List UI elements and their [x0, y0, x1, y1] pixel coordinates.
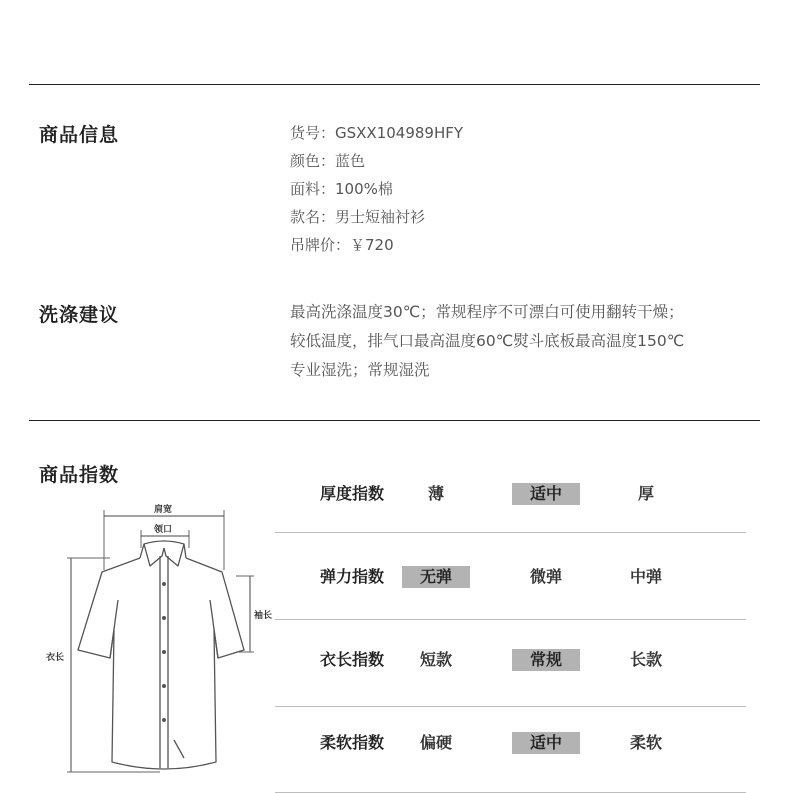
row-separator	[275, 706, 746, 707]
shirt-size-diagram	[40, 500, 280, 790]
wash-line-3: 专业湿洗；常规湿洗	[290, 361, 430, 379]
index-option: 短款	[419, 650, 452, 669]
collar-label: 领口	[154, 525, 173, 535]
index-option: 微弹	[529, 567, 562, 586]
row-separator	[275, 619, 746, 620]
index-option: 柔软	[629, 733, 662, 752]
index-option-selected: 适中	[512, 483, 580, 505]
row-separator	[275, 532, 746, 533]
top-divider	[29, 84, 760, 85]
index-option: 长款	[629, 650, 662, 669]
index-row	[275, 617, 746, 703]
wash-line-1: 最高洗涤温度30℃；常规程序不可漂白可使用翻转干燥；	[290, 303, 684, 321]
middle-divider	[29, 420, 760, 421]
sleeve-label: 袖长	[254, 611, 273, 621]
product-price: 吊牌价：￥720	[290, 236, 394, 254]
index-option-selected: 常规	[512, 649, 580, 671]
index-option: 中弹	[629, 567, 662, 586]
indices-title: 商品指数	[39, 464, 120, 486]
product-fabric: 面料：100%棉	[290, 180, 393, 198]
index-option-selected: 适中	[512, 732, 580, 754]
index-name: 衣长指数	[320, 650, 385, 669]
product-style: 款名：男士短袖衬衫	[290, 208, 426, 226]
index-option: 偏硬	[419, 733, 452, 752]
index-row	[275, 534, 746, 620]
length-label: 衣长	[46, 653, 65, 663]
wash-line-2: 较低温度，排气口最高温度60℃熨斗底板最高温度150℃	[290, 332, 685, 350]
shoulder-label: 肩宽	[154, 505, 173, 515]
index-row	[275, 451, 746, 537]
product-info-title: 商品信息	[39, 124, 120, 146]
index-option: 厚	[637, 484, 654, 503]
index-option-selected: 无弹	[402, 566, 470, 588]
index-name: 柔软指数	[320, 733, 385, 752]
index-option: 薄	[427, 484, 444, 503]
product-code: 货号：GSXX104989HFY	[290, 124, 464, 142]
wash-title: 洗涤建议	[39, 304, 120, 326]
product-color: 颜色：蓝色	[290, 152, 366, 170]
index-name: 厚度指数	[320, 484, 385, 503]
index-name: 弹力指数	[320, 567, 385, 586]
index-row	[275, 700, 746, 786]
